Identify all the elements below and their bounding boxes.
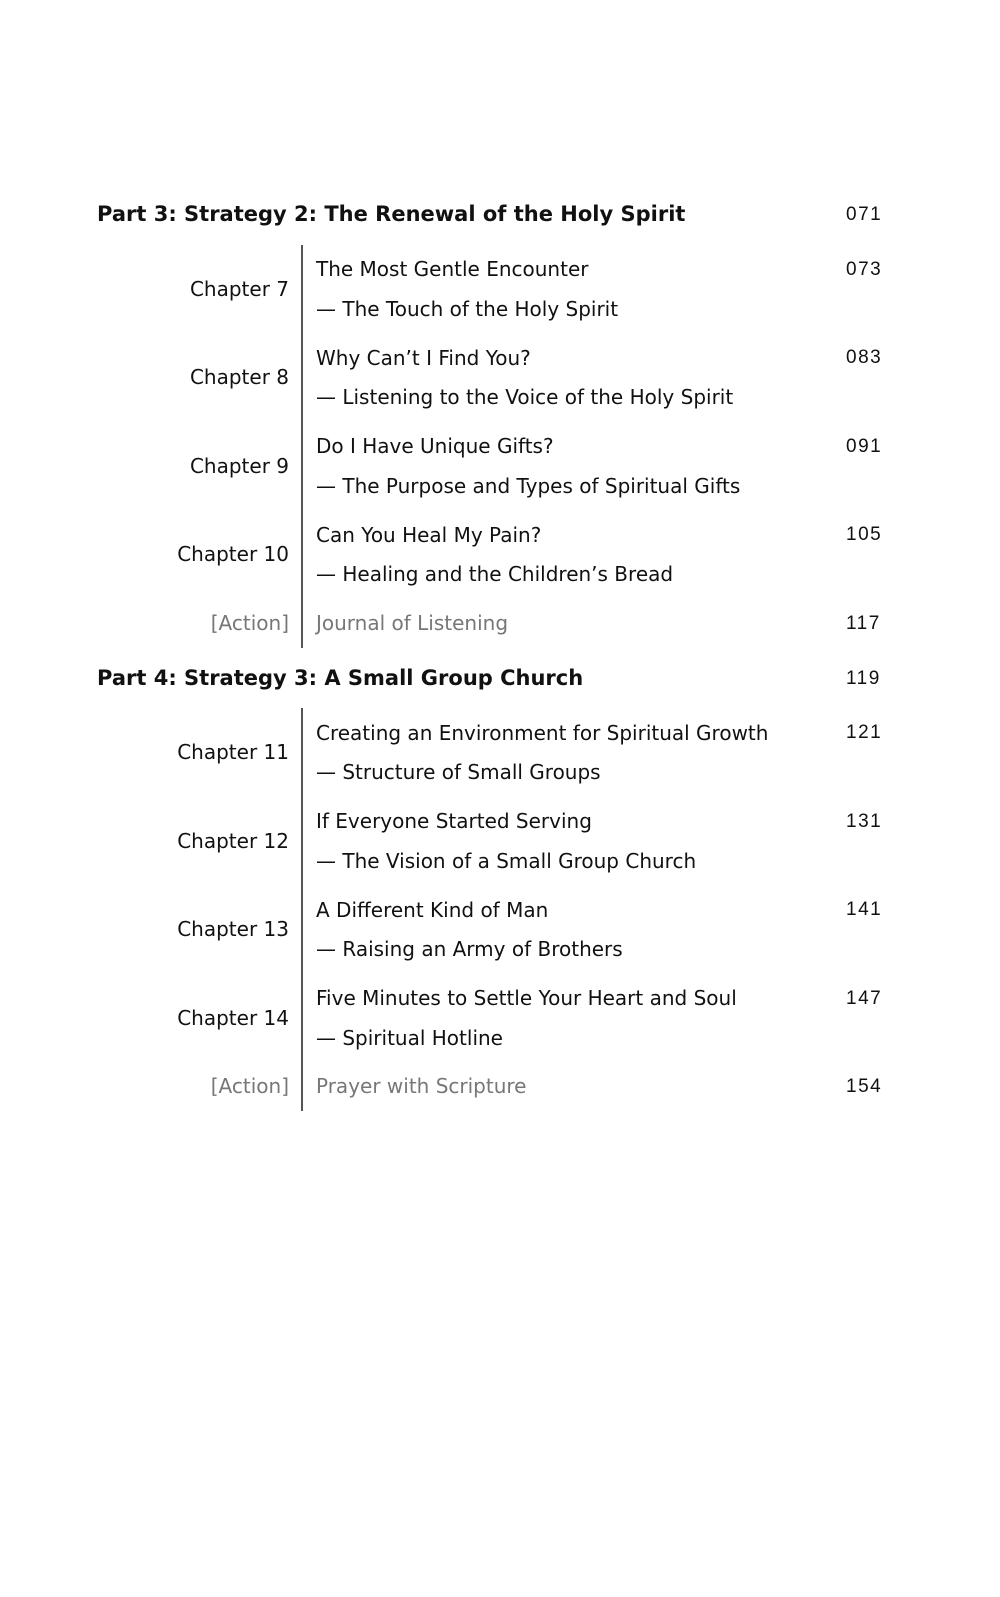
chapter-subtitle: — Spiritual Hotline xyxy=(316,1026,503,1050)
action-title: Prayer with Scripture xyxy=(316,1074,527,1098)
chapter-label: Chapter 11 xyxy=(177,740,289,764)
action-page-number: 117 xyxy=(846,613,881,634)
chapter-title: Do I Have Unique Gifts? xyxy=(316,434,554,458)
chapter-label: Chapter 8 xyxy=(189,365,289,389)
chapter-divider-line xyxy=(301,708,303,1111)
chapter-label: Chapter 12 xyxy=(177,829,289,853)
chapter-page-number: 091 xyxy=(846,436,883,457)
action-page-number: 154 xyxy=(846,1076,883,1097)
chapter-page-number: 083 xyxy=(846,347,883,368)
part-page-number: 119 xyxy=(846,668,881,689)
chapter-subtitle: — Listening to the Voice of the Holy Spirit xyxy=(316,385,734,409)
chapter-title: A Different Kind of Man xyxy=(316,898,549,922)
chapter-subtitle: — Healing and the Children’s Bread xyxy=(316,562,674,586)
chapter-subtitle: — The Vision of a Small Group Church xyxy=(316,849,697,873)
chapter-subtitle: — The Touch of the Holy Spirit xyxy=(316,297,619,321)
chapter-divider-line xyxy=(301,245,303,648)
chapter-page-number: 105 xyxy=(846,524,883,545)
chapter-label: Chapter 13 xyxy=(177,917,289,941)
chapter-title: Creating an Environment for Spiritual Growth xyxy=(316,721,769,745)
chapter-label: Chapter 9 xyxy=(189,454,289,478)
part-page-number: 071 xyxy=(846,204,883,225)
chapter-subtitle: — Structure of Small Groups xyxy=(316,760,601,784)
chapter-page-number: 073 xyxy=(846,259,883,280)
chapter-title: Why Can’t I Find You? xyxy=(316,346,531,370)
chapter-subtitle: — Raising an Army of Brothers xyxy=(316,937,623,961)
chapter-title: Can You Heal My Pain? xyxy=(316,523,542,547)
chapter-title: If Everyone Started Serving xyxy=(316,809,592,833)
chapter-title: The Most Gentle Encounter xyxy=(316,257,589,281)
chapter-page-number: 131 xyxy=(846,811,883,832)
chapter-label: Chapter 7 xyxy=(189,277,289,301)
chapter-label: Chapter 14 xyxy=(177,1006,289,1030)
chapter-page-number: 141 xyxy=(846,899,883,920)
action-title: Journal of Listening xyxy=(316,611,509,635)
chapter-label: Chapter 10 xyxy=(177,542,289,566)
action-label: [Action] xyxy=(210,611,289,635)
action-label: [Action] xyxy=(210,1074,289,1098)
part-title: Part 3: Strategy 2: The Renewal of the Holy Spirit xyxy=(97,202,686,226)
chapter-title: Five Minutes to Settle Your Heart and Soul xyxy=(316,986,737,1010)
chapter-page-number: 147 xyxy=(846,988,883,1009)
chapter-page-number: 121 xyxy=(846,722,883,743)
part-title: Part 4: Strategy 3: A Small Group Church xyxy=(97,666,584,690)
chapter-subtitle: — The Purpose and Types of Spiritual Gifts xyxy=(316,474,741,498)
